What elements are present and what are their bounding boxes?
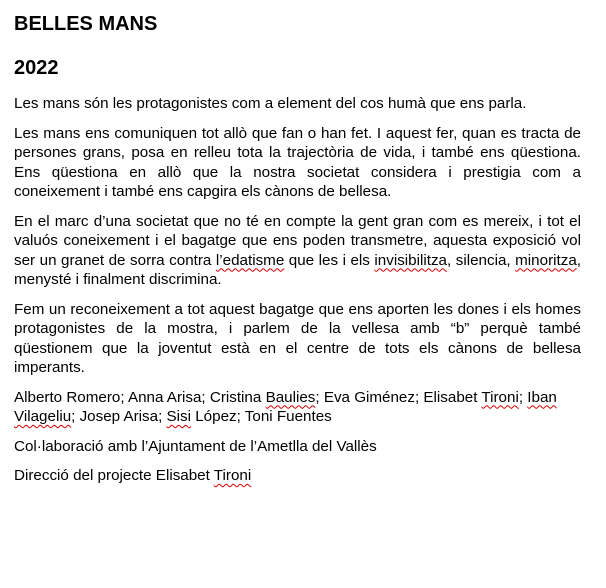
paragraph-society [14,212,581,290]
misspelled-word-tironi: Tironi [213,467,252,484]
text-segment: ; Josep Arisa; [71,408,167,425]
document-title: BELLES MANS [14,13,158,35]
text-segment: Direcció del projecte Elisabet [14,467,214,484]
text-segment: que les i els [284,251,375,269]
text-segment: En el marc d’una societat que no té en compte la gent gran com es mereix, i tot el valuós coneixement i el bagatge que ens poden transmetre, aquesta exposició vol ser un granet de sorra contra [14,212,581,269]
text-segment: López; Toni Fuentes [191,408,332,425]
text-segment: , menysté i finalment discrimina. [14,251,582,288]
misspelled-word-baulies: Baulies [265,388,316,406]
paragraph-collaboration: Col·laboració amb l’Ajuntament de l’Ametlla del Vallès [14,437,377,455]
document-year: 2022 [14,57,59,79]
text-segment: , silencia, [447,251,516,269]
misspelled-word-invisibilitza: invisibilitza [374,251,448,269]
misspelled-word-sisi: Sisi [166,408,192,425]
paragraph-intro: Les mans són les protagonistes com a element del cos humà que ens parla. [14,95,527,112]
paragraph-communication: Les mans ens comuniquen tot allò que fan o han fet. I aquest fer, quan es tracta de persones grans, posa en relleu tota la trajectòria de vida, i també ens qüestiona. Ens qüestiona en allò que la nostra societat considera i prestigia com a coneixement i també ens capgira els cànons de bellesa. [14,124,581,200]
misspelled-word-tironi: Tironi [481,388,519,406]
misspelled-word-edatisme: l’edatisme [215,251,285,269]
paragraph-recognition: Fem un reconeixement a tot aquest bagatge que ens aporten les dones i els homes protagonistes de la mostra, i parlem de la vellesa amb “b” perquè també qüestionem que la joventut està en el centre de tots els cànons de bellesa imperants. [14,300,581,376]
document-page [14,12,581,496]
misspelled-word-iban-vilageliu: Iban Vilageliu [14,388,557,425]
text-segment: ; Eva Giménez; Elisabet [315,388,482,406]
misspelled-word-minoritza: minoritza [515,251,577,269]
paragraph-direction [14,466,581,486]
text-segment: Alberto Romero; Anna Arisa; Cristina [14,388,266,406]
paragraph-participants [14,388,581,427]
text-segment: ; [518,388,528,406]
